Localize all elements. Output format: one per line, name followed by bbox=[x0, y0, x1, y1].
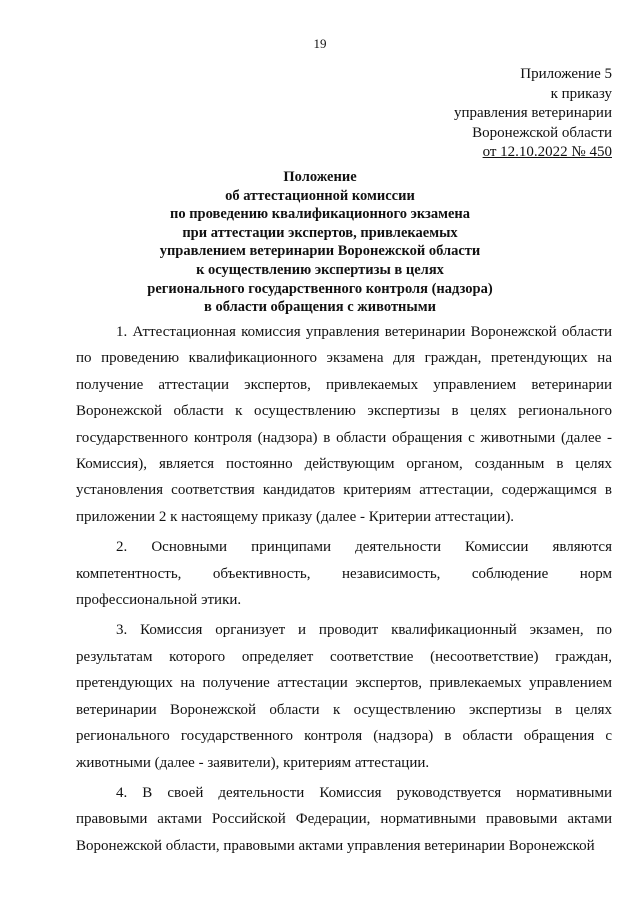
paragraph: 4. В своей деятельности Комиссия руководствуется нормативными правовыми актами Российской Федерации, нормативными правовыми актами Воронежской области, правовыми актами управления ветеринарии Воронежской bbox=[76, 784, 612, 854]
annex-line: Воронежской области bbox=[472, 124, 612, 141]
title-line: при аттестации экспертов, привлекаемых bbox=[182, 224, 458, 241]
title-line: об аттестационной комиссии bbox=[225, 187, 415, 204]
annex-order-date: от 12.10.2022 № 450 bbox=[482, 144, 612, 160]
annex-line: управления ветеринарии bbox=[453, 105, 612, 121]
title-line: Положение bbox=[283, 169, 357, 185]
document-title bbox=[40, 168, 600, 317]
title-line: управлением ветеринарии Воронежской области bbox=[159, 243, 481, 260]
title-line: регионального государственного контроля (надзора) bbox=[147, 280, 493, 297]
title-line: к осуществлению экспертизы в целях bbox=[196, 261, 444, 278]
paragraph: 1. Аттестационная комиссия управления ветеринарии Воронежской области по проведению квалификационного экзамена для граждан, претендующих на получение аттестации экспертов, привлекаемых управлением ветеринарии Воронежской области к осуществлению экспертизы в целях регионального государственного контроля (надзора) в области обращения с животными (далее - Комиссия), является постоянно действующим органом, созданным в целях установления соответствия кандидатов критериям аттестации, содержащимся в приложении 2 к настоящему приказу (далее - Критерии аттестации). bbox=[76, 324, 612, 525]
paragraph: 2. Основными принципами деятельности Комиссии являются компетентность, объективность, независимость, соблюдение норм профессиональной этики. bbox=[76, 539, 612, 609]
annex-line: Приложение 5 bbox=[520, 66, 612, 82]
paragraph: 3. Комиссия организует и проводит квалификационный экзамен, по результатам которого определяет соответствие (несоответствие) граждан, претендующих на получение аттестации экспертов, привлекаемых управлением ветеринарии Воронежской области к осуществлению экспертизы в целях регионального государственного контроля (надзора) в области обращения с животными (далее - заявители), критериям аттестации. bbox=[76, 622, 612, 771]
title-line: по проведению квалификационного экзамена bbox=[169, 206, 471, 223]
title-line: в области обращения с животными bbox=[204, 299, 436, 316]
annex-line: к приказу bbox=[550, 85, 612, 102]
page-number: 19 bbox=[313, 36, 327, 51]
annex-block bbox=[454, 65, 612, 163]
document-body bbox=[76, 319, 612, 859]
